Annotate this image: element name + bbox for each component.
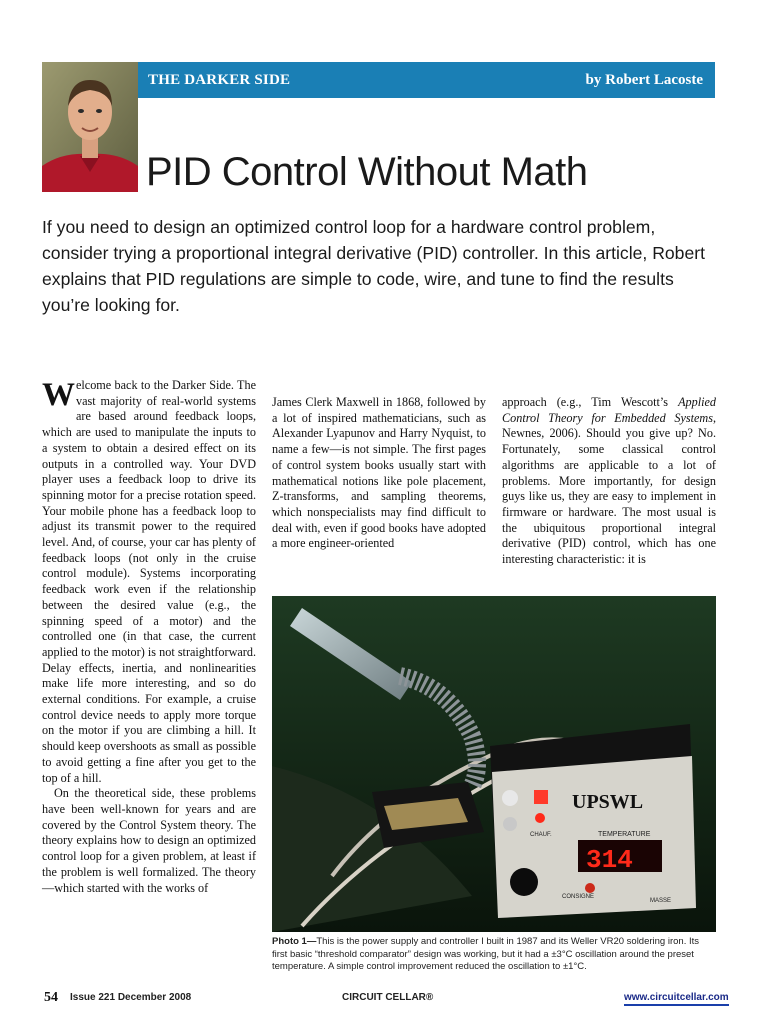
- website-link[interactable]: www.circuitcellar.com: [624, 992, 729, 1006]
- photo-caption: [272, 936, 716, 974]
- issue-info: Issue 221 December 2008: [70, 992, 192, 1003]
- section-banner: [138, 62, 715, 98]
- author-photo: [42, 62, 138, 192]
- controller-box-icon: [490, 724, 696, 918]
- knob-label-consigne: CONSIGNE: [562, 894, 595, 900]
- page-number: 54: [44, 990, 58, 1005]
- caption-text: This is the power supply and controller I built in 1987 and its Weller VR20 soldering iron. Its first basic “threshold comparator” design was working, but it had a ±3°C oscillation around the preset temperature. A simple control improvement reduced the oscillation to ±1°C.: [272, 936, 700, 973]
- book-title: Applied Control Theory for Embedded Systems: [502, 395, 716, 425]
- article-title: PID Control Without Math: [146, 150, 588, 194]
- byline: by Robert Lacoste: [585, 71, 703, 88]
- paragraph-text: elcome back to the Darker Side. The vast majority of real-world systems are based around feedback loops, which are used to manipulate the inputs to a system to obtain a desired effect on its outputs in a controlled way. Your DVD player uses a feedback loop to drive its spinning motor for a precise rotation speed. Your mobile phone has a feedback loop to adjust its transmit power to the required level. And, of course, your car has plenty of feedback loops (not only in the cruise control module). Systems incorporating feedback work even if the relationship between the desired value (e.g., the spinning speed of a motor) and the controlled one (in that case, the current applied to the motor) is not straightforward. Delay effects, inertia, and nonlinearities make life more interesting, and so do external conditions. For example, a cruise control device needs to apply more torque on the motor if you are climbing a hill. It should keep overshoots as small as possible to avoid getting a fine after you get to the top of a hill.: [42, 378, 256, 785]
- body-paragraph: [42, 378, 256, 786]
- knob-label-masse: MASSE: [650, 898, 672, 904]
- device-brand: UPSWL: [572, 791, 644, 813]
- text-run: , Newnes, 2006). Should you give up? No. Fortunately, some classical control algorithms are applicable to a lot of problems. More importantly, for design guys like us, they are easy to implement in firmware or hardware. The most usual is the ubiquitous proportional integral derivative (PID) control, which has one interesting characteristic: it is: [502, 410, 716, 567]
- product-photo: [272, 596, 716, 932]
- text-run: approach (e.g., Tim Wescott’s: [502, 395, 679, 409]
- body-paragraph: On the theoretical side, these problems have been well-known for years and are covered by the Control System theory. The theory explains how to design an optimized control loop for a given problem, at least if the problem is well formalized. The theory—which started with the works of: [42, 786, 256, 895]
- article-deck: If you need to design an optimized control loop for a hardware control problem, consider trying a proportional integral derivative (PID) controller. In this article, Robert explains that PID regulations are simple to code, wire, and tune to find the results you’re looking for.: [42, 217, 705, 315]
- knob-label-chauf: CHAUF.: [530, 832, 552, 838]
- drop-cap: W: [42, 377, 75, 413]
- body-paragraph: [502, 395, 716, 568]
- soldering-station-image: [272, 596, 716, 932]
- magazine-brand: CIRCUIT CELLAR®: [342, 992, 434, 1003]
- body-paragraph: James Clerk Maxwell in 1868, followed by a lot of inspired mathematicians, such as Alexander Lyapunov and Harry Nyquist, to name a few—is not simple. The first pages of control system books usually start with mathematical notions like pole placement, Z-transforms, and sampling theorems, which nonspecialists may find difficult to deal with, even if good books have adopted a more engineer-oriented: [272, 395, 486, 551]
- device-temp-label: TEMPERATURE: [598, 831, 651, 838]
- caption-label: Photo 1—: [272, 936, 317, 947]
- section-label: THE DARKER SIDE: [148, 71, 291, 88]
- body-column-3: [502, 395, 716, 568]
- author-portrait-image: [42, 62, 138, 192]
- body-column-2: [272, 395, 486, 552]
- temperature-readout: 314: [586, 845, 633, 875]
- body-column-1: [42, 378, 256, 896]
